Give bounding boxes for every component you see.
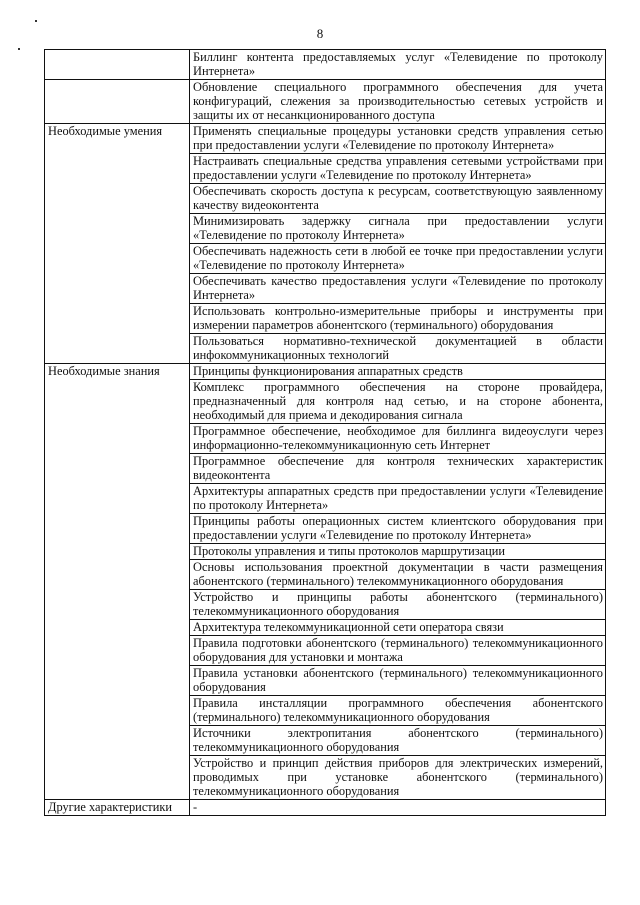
knowledge-cell: Принципы работы операционных систем клиентского оборудования при предоставлении услуги «Телевидение по протоколу Интернета» [190,514,606,544]
skill-cell: Обеспечивать скорость доступа к ресурсам, соответствующую заявленному качеству видеоконтента [190,184,606,214]
table-row [45,50,606,80]
skill-cell: Минимизировать задержку сигнала при предоставлении услуги «Телевидение по протоколу Интернета» [190,214,606,244]
knowledge-cell: Устройство и принцип действия приборов для электрических измерений, проводимых при установке абонентского (терминального) телекоммуникационного оборудования [190,756,606,800]
knowledge-cell: Источники электропитания абонентского (терминального) телекоммуникационного оборудования [190,726,606,756]
skill-cell: Обеспечивать надежность сети в любой ее точке при предоставлении услуги «Телевидение по протоколу Интернета» [190,244,606,274]
knowledge-cell: Архитектура телекоммуникационной сети оператора связи [190,620,606,636]
empty-label-cell [45,80,190,124]
knowledge-cell: Протоколы управления и типы протоколов маршрутизации [190,544,606,560]
table-row [45,124,606,154]
empty-label-cell [45,50,190,80]
knowledge-cell: Устройство и принципы работы абонентского (терминального) телекоммуникационного оборудования [190,590,606,620]
skill-cell: Настраивать специальные средства управления сетевыми устройствами при предоставлении услуги «Телевидение по протоколу Интернета» [190,154,606,184]
other-characteristics-label: Другие характеристики [45,800,190,816]
table-cell: Обновление специального программного обеспечения для учета конфигураций, слежения за производительностью сетевых устройств и защиты их от несанкционированного доступа [190,80,606,124]
scan-speck [35,20,37,22]
requirements-table [44,49,606,816]
knowledge-cell: Комплекс программного обеспечения на стороне провайдера, предназначенный для контроля над сетью, и на стороне абонента, необходимый для приема и декодирования сигнала [190,380,606,424]
skill-cell: Обеспечивать качество предоставления услуги «Телевидение по протоколу Интернета» [190,274,606,304]
knowledge-cell: Принципы функционирования аппаратных средств [190,364,606,380]
knowledge-cell: Правила инсталляции программного обеспечения абонентского (терминального) телекоммуникационного оборудования [190,696,606,726]
scan-speck [18,48,20,50]
skills-label: Необходимые умения [45,124,190,364]
table-row [45,800,606,816]
skill-cell: Использовать контрольно-измерительные приборы и инструменты при измерении параметров абонентского (терминального) оборудования [190,304,606,334]
page-number: 8 [316,26,324,41]
table-row [45,80,606,124]
skill-cell: Пользоваться нормативно-технической документацией в области инфокоммуникационных технологий [190,334,606,364]
knowledge-cell: Программное обеспечение для контроля технических характеристик видеоконтента [190,454,606,484]
knowledge-cell: Основы использования проектной документации в части размещения абонентского (терминального) телекоммуникационного оборудования [190,560,606,590]
knowledge-cell: Правила подготовки абонентского (терминального) телекоммуникационного оборудования для установки и монтажа [190,636,606,666]
table-row [45,364,606,380]
knowledge-cell: Правила установки абонентского (терминального) телекоммуникационного оборудования [190,666,606,696]
other-characteristics-value: - [190,800,606,816]
table-cell: Биллинг контента предоставляемых услуг «Телевидение по протоколу Интернета» [190,50,606,80]
knowledge-cell: Архитектуры аппаратных средств при предоставлении услуги «Телевидение по протоколу Интернета» [190,484,606,514]
knowledge-label: Необходимые знания [45,364,190,800]
knowledge-cell: Программное обеспечение, необходимое для биллинга видеоуслуги через информационно-телекоммуникационную сеть Интернет [190,424,606,454]
skill-cell: Применять специальные процедуры установки средств управления сетью при предоставлении услуги «Телевидение по протоколу Интернета» [190,124,606,154]
